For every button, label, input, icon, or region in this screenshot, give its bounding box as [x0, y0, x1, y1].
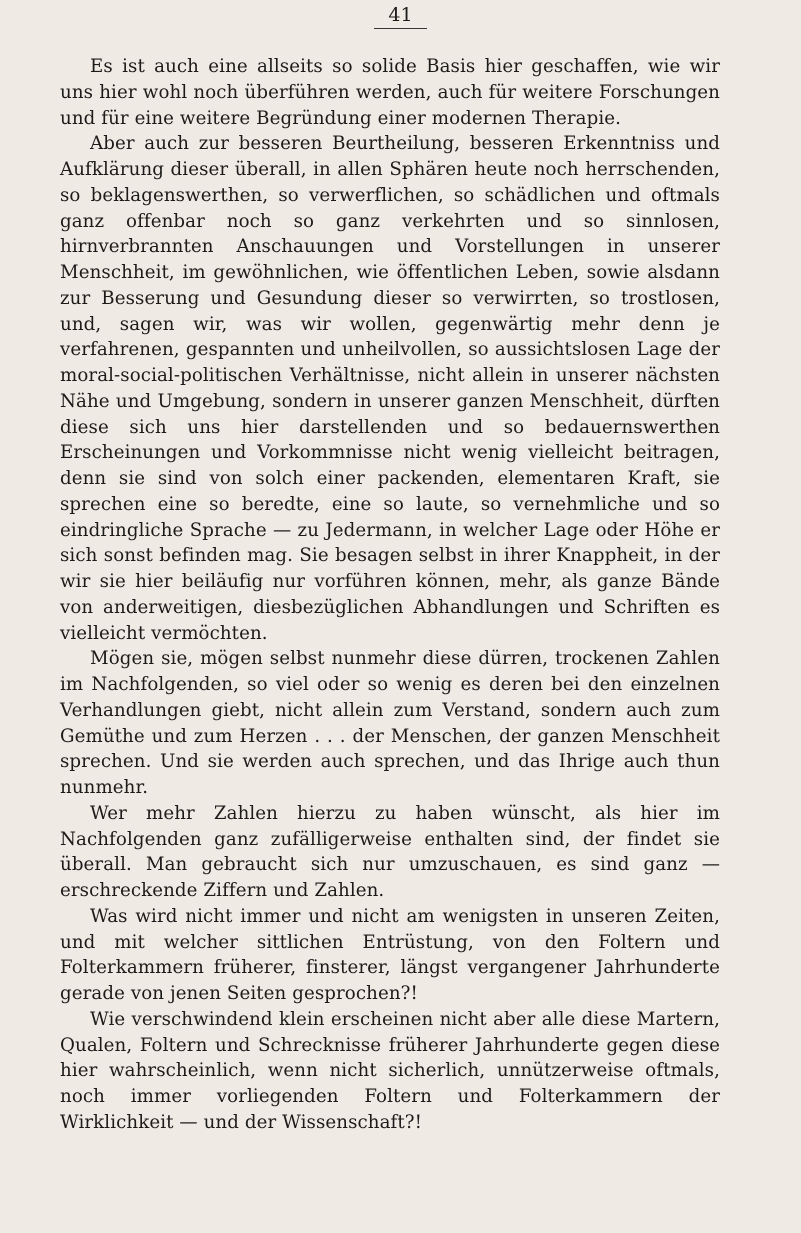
- paragraph-2: Aber auch zur besseren Beurtheilung, besseren Erkenntniss und Aufklärung dieser überall, in allen Sphären heute noch herrschenden, so beklagenswerthen, so verwerflichen, so schädlichen und oftmals ganz offenbar noch so ganz verkehrten und so sinnlosen, hirnverbrannten Anschauungen und Vorstellungen in unserer Menschheit, im gewöhnlichen, wie öffentlichen Leben, sowie alsdann zur Besserung und Gesundung dieser so verwirrten, so trostlosen, und, sagen wir, was wir wollen, gegenwärtig mehr denn je verfahrenen, gespannten und unheilvollen, so aussichtslosen Lage der moral-social-politischen Verhältnisse, nicht allein in unserer nächsten Nähe und Umgebung, sondern in unserer ganzen Menschheit, dürften diese sich uns hier darstellenden und so bedauernswerthen Erscheinungen und Vorkommnisse nicht wenig vielleicht beitragen, denn sie sind von solch einer packenden, elementaren Kraft, sie sprechen eine so beredte, eine so laute, so vernehmliche und so eindringliche Sprache — zu Jedermann, in welcher Lage oder Höhe er sich sonst befinden mag. Sie besagen selbst in ihrer Knappheit, in der wir sie hier beiläufig nur vorführen können, mehr, als ganze Bände von anderweitigen, diesbezüglichen Abhandlungen und Schriften es vielleicht vermöchten.: [60, 133, 720, 644]
- page-number-text: 41: [374, 4, 426, 29]
- paragraph-6: Wie verschwindend klein erscheinen nicht aber alle diese Martern, Qualen, Foltern und Schrecknisse früherer Jahrhunderte gegen diese hier wahrscheinlich, wenn nicht sicherlich, unnützerweise oftmals, noch immer vorliegenden Foltern und Folterkammern der Wirklichkeit — und der Wissenschaft?!: [60, 1008, 720, 1133]
- body-text: [60, 54, 720, 1136]
- paragraph-5: Was wird nicht immer und nicht am wenigsten in unseren Zeiten, und mit welcher sittlichen Entrüstung, von den Foltern und Folterkammern früherer, finsterer, längst vergangener Jahrhunderte gerade von jenen Seiten gesprochen?!: [60, 905, 720, 1004]
- paragraph-3: Mögen sie, mögen selbst nunmehr diese dürren, trockenen Zahlen im Nachfolgenden, so viel oder so wenig es deren bei den einzelnen Verhandlungen giebt, nicht allein zum Verstand, sondern auch zum Gemüthe und zum Herzen . . . der Menschen, der ganzen Menschheit sprechen. Und sie werden auch sprechen, und das Ihrige auch thun nunmehr.: [60, 648, 720, 798]
- page-number: [0, 4, 801, 29]
- paragraph-1: Es ist auch eine allseits so solide Basis hier geschaffen, wie wir uns hier wohl noch überführen werden, auch für weitere Forschungen und für eine weitere Begründung einer modernen Therapie.: [60, 56, 720, 129]
- paragraph-4: Wer mehr Zahlen hierzu zu haben wünscht, als hier im Nachfolgenden ganz zufälligerweise enthalten sind, der findet sie überall. Man gebraucht sich nur umzuschauen, es sind ganz — erschreckende Ziffern und Zahlen.: [60, 802, 720, 901]
